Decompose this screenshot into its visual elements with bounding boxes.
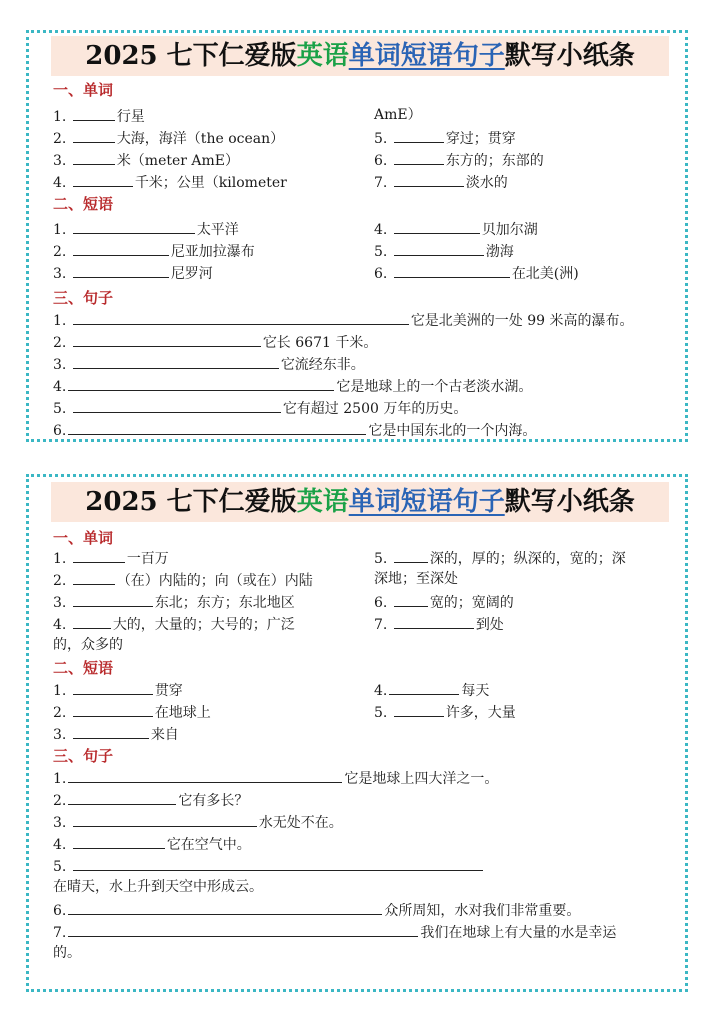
word-item: 7. 到处 xyxy=(374,614,504,634)
phrase-item: 3. 来自 xyxy=(53,724,179,744)
sentence-item: 5. xyxy=(53,856,485,876)
worksheet-card-1 xyxy=(26,30,688,442)
phrase-item: 5. 许多，大量 xyxy=(374,702,516,722)
phrase-item: 1. 太平洋 xyxy=(53,219,239,239)
word-item: 7. 淡水的 xyxy=(374,172,508,192)
sentence-item: 3. 它流经东非。 xyxy=(53,354,365,374)
sentence-item: 1. 它是北美洲的一处 99 米高的瀑布。 xyxy=(53,310,634,330)
title-topic: 单词短语句子 xyxy=(348,41,505,71)
sentence-item: 2. 它有多长？ xyxy=(53,790,248,810)
section-sentences-heading: 三、句子 xyxy=(53,289,114,307)
title-suffix: 默写小纸条 xyxy=(504,41,635,71)
title-year: 2025 七下仁爱版 xyxy=(85,487,297,517)
word-item: 2. 大海，海洋（the ocean） xyxy=(53,128,284,148)
title-year: 2025 七下仁爱版 xyxy=(85,41,297,71)
sentence-item: 6. 众所周知，水对我们非常重要。 xyxy=(53,900,580,920)
sentence-item-continued: 的。 xyxy=(53,945,81,961)
phrase-item: 4. 贝加尔湖 xyxy=(374,219,538,239)
word-item: 6. 东方的；东部的 xyxy=(374,150,544,170)
section-words-heading: 一、单词 xyxy=(53,529,114,547)
section-sentences-heading: 三、句子 xyxy=(53,747,114,765)
card-title xyxy=(51,482,669,522)
word-item: 6. 宽的；宽阔的 xyxy=(374,592,514,612)
word-item: 3. 米（meter AmE） xyxy=(53,150,239,170)
word-item: 5. 深的，厚的；纵深的，宽的；深 xyxy=(374,548,626,568)
phrase-item: 5. 渤海 xyxy=(374,241,514,261)
sentence-item: 1. 它是地球上四大洋之一。 xyxy=(53,768,498,788)
sentence-item: 7. 我们在地球上有大量的水是幸运 xyxy=(53,922,616,942)
word-item: 1. 行星 xyxy=(53,106,145,126)
section-phrases-heading: 二、短语 xyxy=(53,195,114,213)
sentence-item: 4. 它在空气中。 xyxy=(53,834,251,854)
word-item-continued: AmE） xyxy=(374,107,422,123)
word-item: 1. 一百万 xyxy=(53,548,169,568)
sentence-item: 4. 它是地球上的一个古老淡水湖。 xyxy=(53,376,532,396)
sentence-item-continued: 在晴天，水上升到天空中形成云。 xyxy=(53,879,263,895)
word-item: 4. 大的，大量的；大号的；广泛 xyxy=(53,614,295,634)
phrase-item: 6. 在北美(洲) xyxy=(374,263,579,283)
phrase-item: 2. 尼亚加拉瀑布 xyxy=(53,241,255,261)
title-subject: 英语 xyxy=(296,41,349,71)
word-item: 3. 东北；东方；东北地区 xyxy=(53,592,295,612)
card-title xyxy=(51,36,669,76)
sentence-item: 2. 它长 6671 千米。 xyxy=(53,332,377,352)
sentence-item: 5. 它有超过 2500 万年的历史。 xyxy=(53,398,467,418)
phrase-item: 4. 每天 xyxy=(374,680,489,700)
phrase-item: 2. 在地球上 xyxy=(53,702,211,722)
phrase-item: 1. 贯穿 xyxy=(53,680,183,700)
section-phrases-heading: 二、短语 xyxy=(53,659,114,677)
word-item: 2. （在）内陆的；向（或在）内陆 xyxy=(53,570,313,590)
title-topic: 单词短语句子 xyxy=(348,487,505,517)
title-suffix: 默写小纸条 xyxy=(504,487,635,517)
word-item-continued: 深地；至深处 xyxy=(374,571,458,587)
sentence-item: 3. 水无处不在。 xyxy=(53,812,343,832)
worksheet-card-2 xyxy=(26,474,688,992)
title-subject: 英语 xyxy=(296,487,349,517)
word-item: 4. 千米；公里（kilometer xyxy=(53,172,287,192)
word-item-continued: 的，众多的 xyxy=(53,637,123,653)
sentence-item: 6. 它是中国东北的一个内海。 xyxy=(53,420,536,440)
section-words-heading: 一、单词 xyxy=(53,81,114,99)
word-item: 5. 穿过；贯穿 xyxy=(374,128,516,148)
phrase-item: 3. 尼罗河 xyxy=(53,263,213,283)
